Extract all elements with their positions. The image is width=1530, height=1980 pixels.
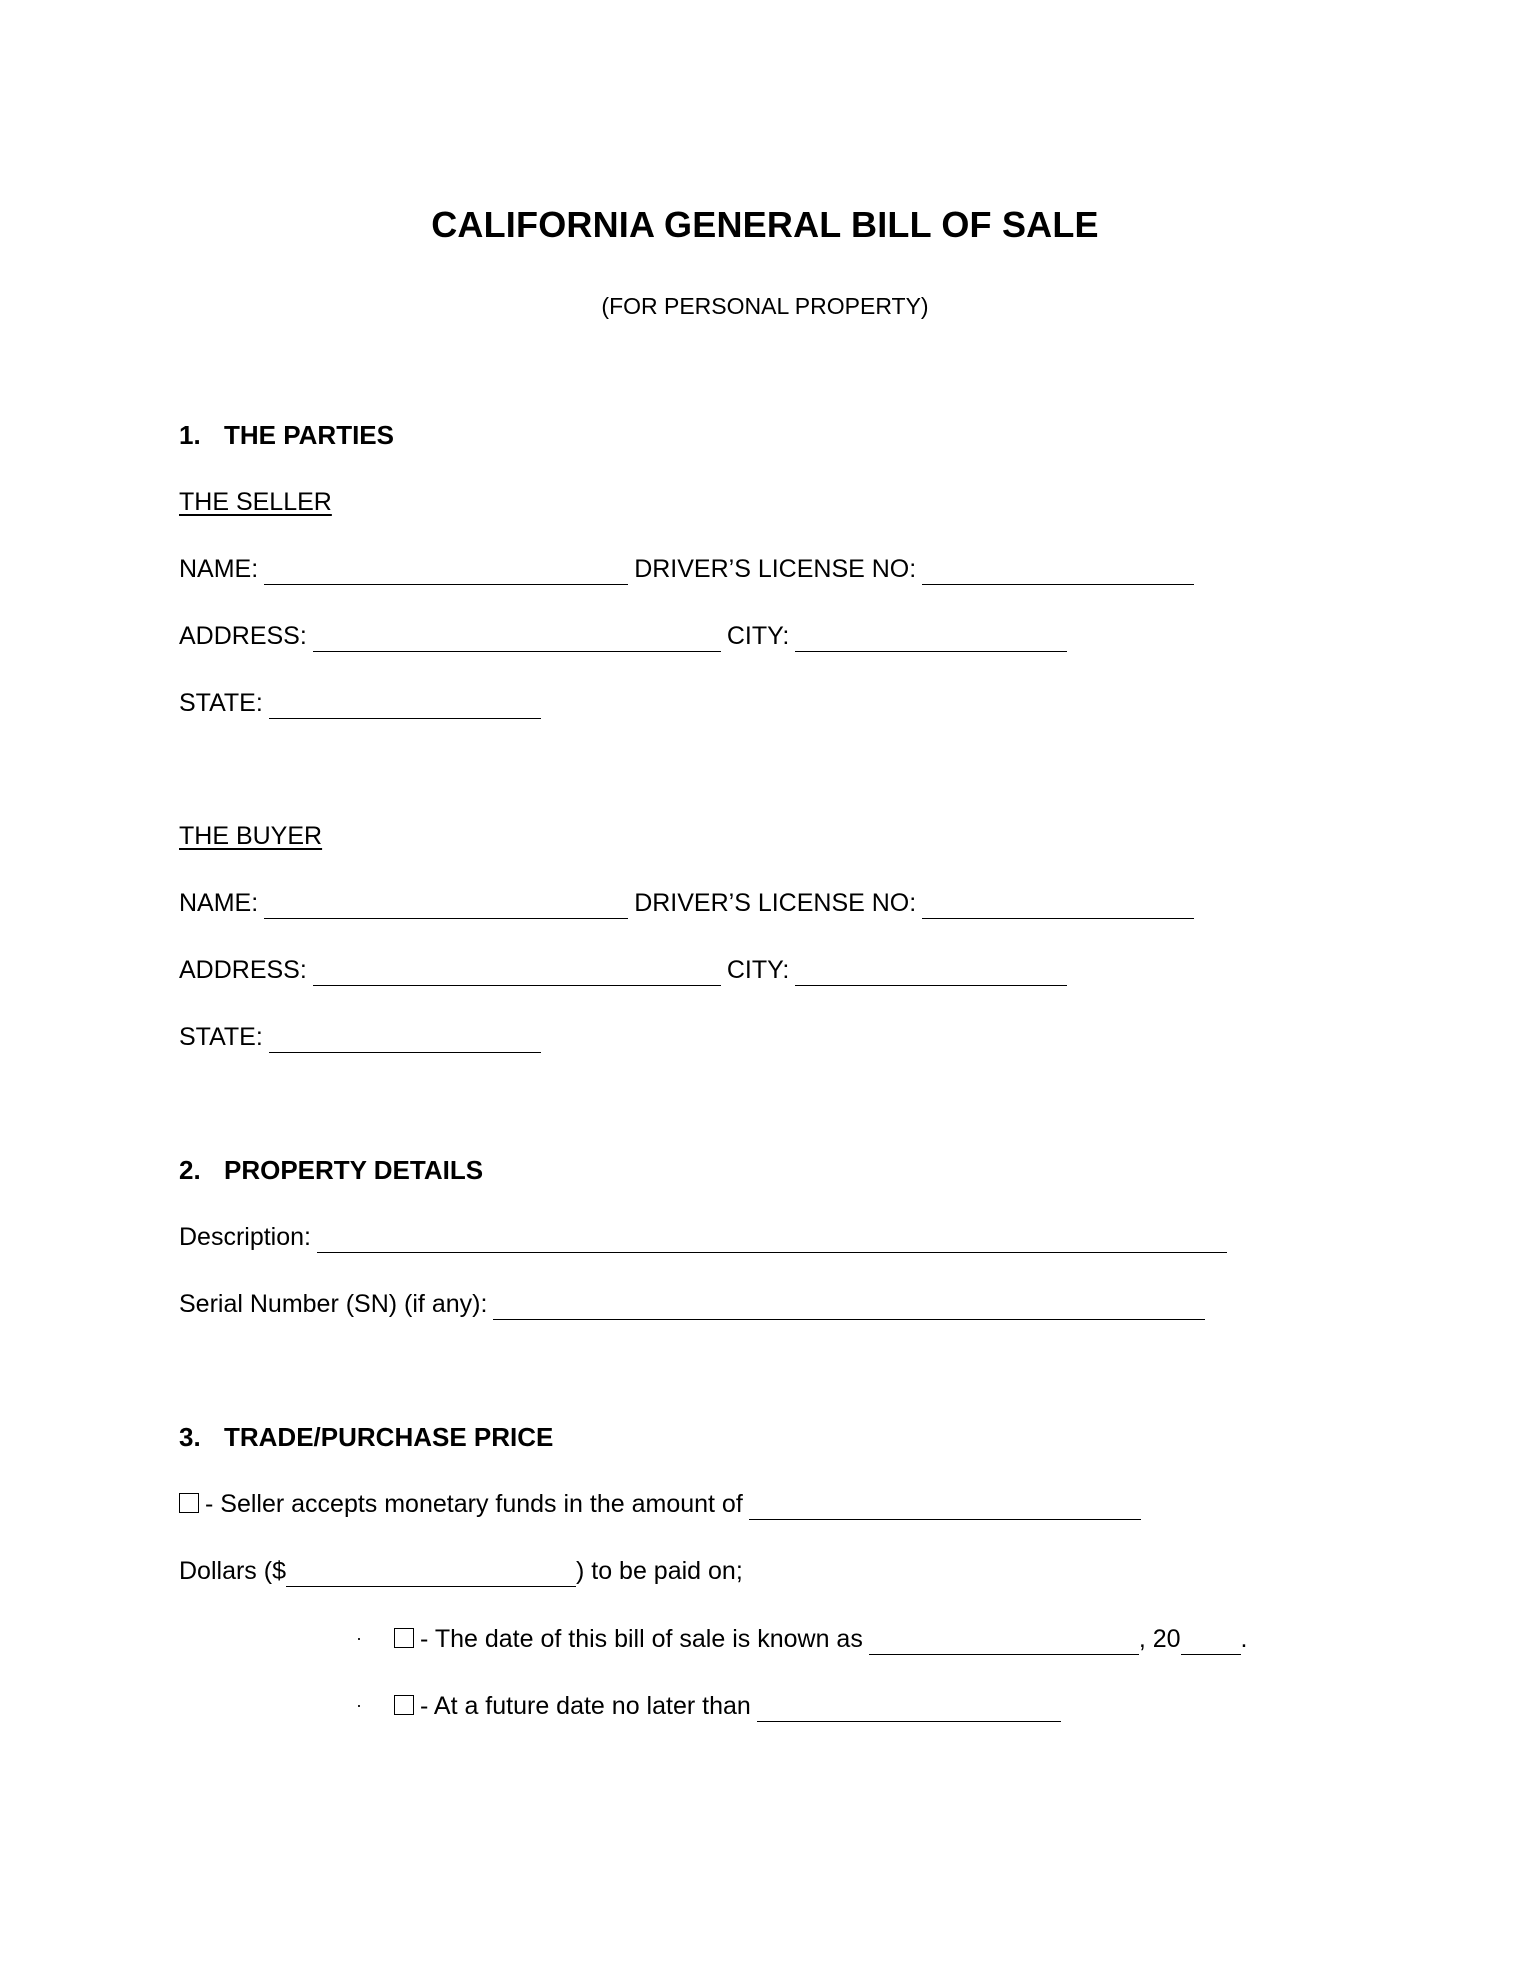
document-subtitle: (FOR PERSONAL PROPERTY) [601, 293, 929, 319]
description-row [179, 1221, 1233, 1253]
seller-license-field[interactable] [922, 558, 1194, 585]
future-date-checkbox[interactable] [394, 1695, 414, 1715]
seller-state-label: STATE: [179, 689, 263, 717]
payment-option-date-of-sale [356, 1622, 1247, 1655]
year-prefix: , 20 [1138, 1625, 1181, 1653]
section-2-title: PROPERTY DETAILS [224, 1155, 484, 1185]
seller-name-row [179, 553, 1200, 585]
buyer-name-row [179, 887, 1200, 919]
section-2-heading [179, 1154, 483, 1186]
section-3-number: 3. [179, 1422, 201, 1452]
buyer-city-field[interactable] [795, 959, 1067, 986]
seller-name-field[interactable] [264, 558, 628, 585]
buyer-state-label: STATE: [179, 1023, 263, 1051]
seller-license-label: DRIVER’S LICENSE NO: [634, 555, 917, 583]
serial-number-field[interactable] [493, 1293, 1205, 1320]
bullet-icon: · [356, 1628, 362, 1648]
buyer-city-label: CITY: [726, 956, 790, 984]
seller-name-label: NAME: [179, 555, 259, 583]
seller-heading: THE SELLER [179, 488, 332, 516]
buyer-license-field[interactable] [922, 892, 1194, 919]
amount-words-field[interactable] [749, 1493, 1141, 1520]
buyer-address-label: ADDRESS: [179, 956, 307, 984]
serial-number-row [179, 1288, 1211, 1320]
section-1-number: 1. [179, 420, 201, 450]
buyer-address-row [179, 954, 1073, 986]
buyer-state-row [179, 1021, 547, 1053]
year-field[interactable] [1181, 1628, 1241, 1655]
date-of-sale-checkbox[interactable] [394, 1628, 414, 1648]
description-field[interactable] [317, 1226, 1227, 1253]
dollars-row [179, 1555, 743, 1587]
buyer-heading: THE BUYER [179, 822, 323, 850]
dollars-suffix: ) to be paid on; [575, 1557, 743, 1585]
monetary-funds-row [179, 1488, 1147, 1520]
section-2-number: 2. [179, 1155, 201, 1185]
seller-address-label: ADDRESS: [179, 622, 307, 650]
buyer-address-field[interactable] [313, 959, 721, 986]
monetary-funds-text: - Seller accepts monetary funds in the amount of [205, 1490, 743, 1518]
date-of-sale-field[interactable] [869, 1628, 1139, 1655]
buyer-name-label: NAME: [179, 889, 259, 917]
seller-city-label: CITY: [726, 622, 790, 650]
sentence-end: . [1240, 1625, 1248, 1653]
seller-address-row [179, 620, 1073, 652]
date-of-sale-text: - The date of this bill of sale is known as [420, 1625, 863, 1653]
future-date-text: - At a future date no later than [420, 1692, 751, 1720]
buyer-license-label: DRIVER’S LICENSE NO: [634, 889, 917, 917]
buyer-name-field[interactable] [264, 892, 628, 919]
section-3-title: TRADE/PURCHASE PRICE [224, 1422, 554, 1452]
seller-city-field[interactable] [795, 625, 1067, 652]
dollars-prefix: Dollars ($ [179, 1557, 286, 1585]
seller-state-row [179, 687, 547, 719]
monetary-funds-checkbox[interactable] [179, 1493, 199, 1513]
seller-address-field[interactable] [313, 625, 721, 652]
section-1-heading [179, 419, 394, 451]
serial-number-label: Serial Number (SN) (if any): [179, 1290, 488, 1318]
payment-option-future-date [356, 1689, 1067, 1722]
section-3-heading [179, 1421, 553, 1453]
description-label: Description: [179, 1223, 311, 1251]
buyer-state-field[interactable] [269, 1026, 541, 1053]
future-date-field[interactable] [757, 1695, 1061, 1722]
bullet-icon: · [356, 1695, 362, 1715]
section-1-title: THE PARTIES [224, 420, 394, 450]
seller-state-field[interactable] [269, 692, 541, 719]
dollar-amount-field[interactable] [286, 1560, 576, 1587]
document-title: CALIFORNIA GENERAL BILL OF SALE [431, 204, 1099, 245]
